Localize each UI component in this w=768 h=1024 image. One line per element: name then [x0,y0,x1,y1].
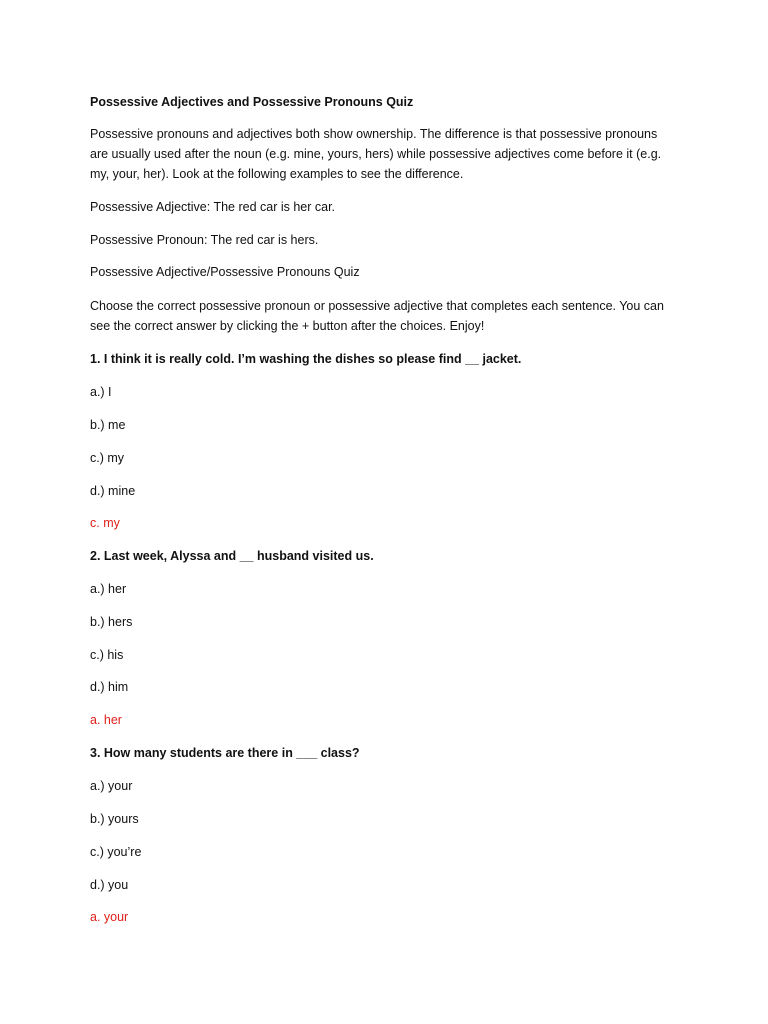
question-3-answer: a. your [90,910,129,924]
quiz-heading: Possessive Adjective/Possessive Pronouns Quiz [90,265,360,279]
question-2-choice-a: a.) her [90,582,127,596]
question-3-choice-b: b.) yours [90,812,139,826]
question-2: 2. Last week, Alyssa and __ husband visited us. [90,549,374,563]
question-2-choice-b: b.) hers [90,615,133,629]
question-2-answer: a. her [90,713,122,727]
question-3-choice-d: d.) you [90,878,129,892]
question-1-choice-b: b.) me [90,418,126,432]
question-1-choice-a: a.) I [90,385,112,399]
question-2-choice-d: d.) him [90,680,129,694]
question-3: 3. How many students are there in ___ class? [90,746,360,760]
question-1-answer: c. my [90,516,120,530]
question-1-choice-c: c.) my [90,451,125,465]
example-pronoun: Possessive Pronoun: The red car is hers. [90,233,319,247]
question-1: 1. I think it is really cold. I’m washing the dishes so please find __ jacket. [90,352,522,366]
intro-line-3: my, your, her). Look at the following examples to see the difference. [90,167,464,181]
question-2-choice-c: c.) his [90,648,124,662]
document-title: Possessive Adjectives and Possessive Pronouns Quiz [90,95,414,109]
question-3-choice-c: c.) you’re [90,845,142,859]
instructions-line-1: Choose the correct possessive pronoun or possessive adjective that completes each sentence. You can [90,299,664,313]
intro-line-1: Possessive pronouns and adjectives both show ownership. The difference is that possessive pronouns [90,127,658,141]
question-3-choice-a: a.) your [90,779,133,793]
intro-line-2: are usually used after the noun (e.g. mine, yours, hers) while possessive adjectives come before it (e.g. [90,147,662,161]
instructions-line-2: see the correct answer by clicking the + button after the choices. Enjoy! [90,319,485,333]
example-adjective: Possessive Adjective: The red car is her car. [90,200,336,214]
question-1-choice-d: d.) mine [90,484,136,498]
